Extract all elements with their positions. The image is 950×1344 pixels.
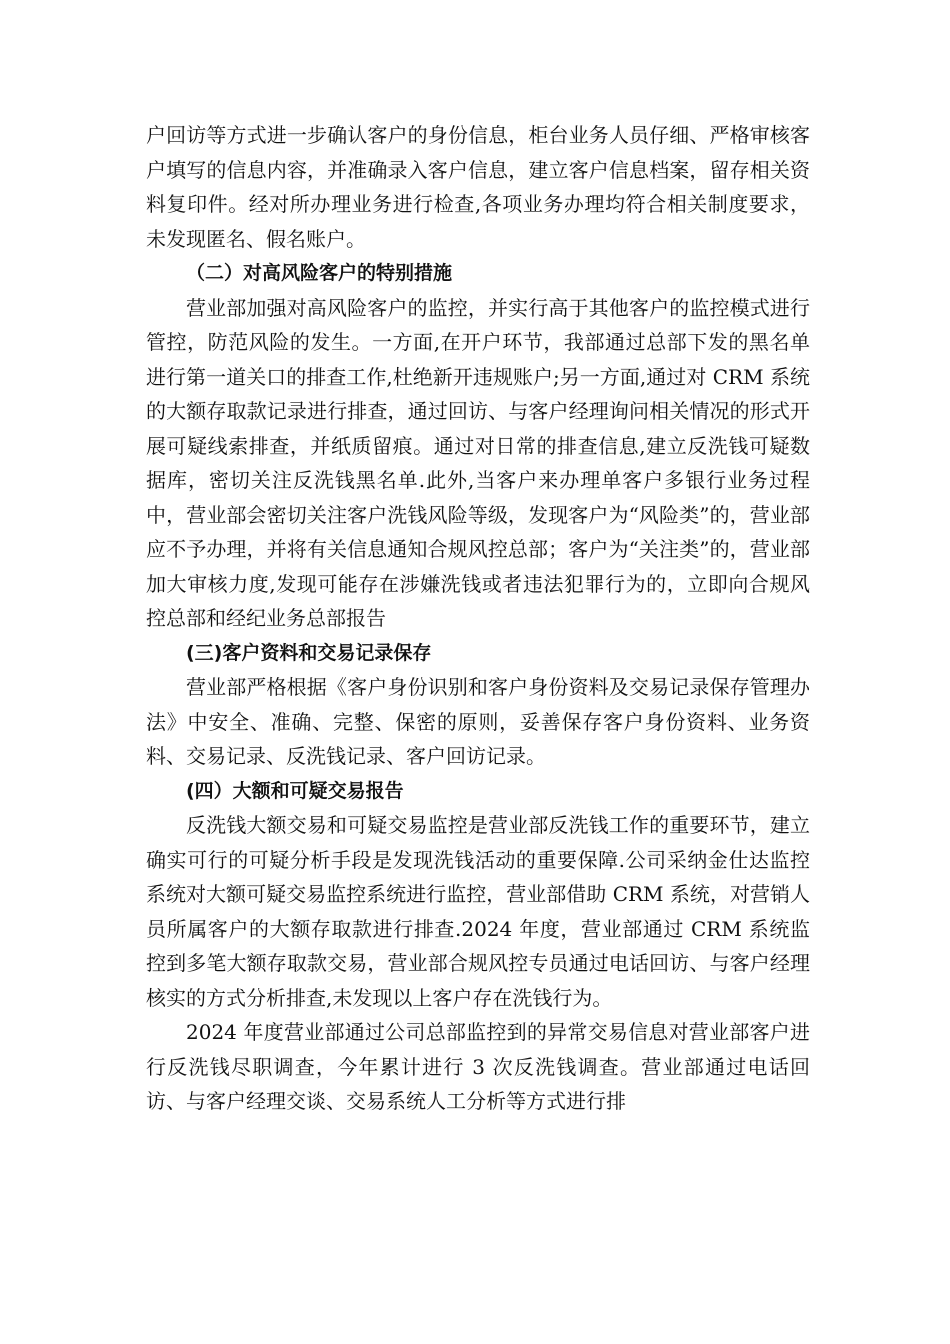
paragraph-high-risk-measures: 营业部加强对高风险客户的监控，并实行高于其他客户的监控模式进行管控，防范风险的发生。一方面,在开户环节，我部通过总部下发的黑名单进行第一道关口的排查工作,杜绝新开违规账户;另一方面,通过对 CRM 系统的大额存取款记录进行排查，通过回访、与客户经理询问相关情况的形式开展可疑线索排查，并纸质留痕。通过对日常的排查信息,建立反洗钱可疑数据库，密切关注反洗钱黑名单.此外,当客户来办理单客户多银行业务过程中，营业部会密切关注客户洗钱风险等级，发现客户为“风险类”的，营业部应不予办理，并将有关信息通知合规风控总部；客户为“关注类”的，营业部加大审核力度,发现可能存在涉嫌洗钱或者违法犯罪行为的，立即向合规风控总部和经纪业务总部报告	[146, 295, 810, 630]
paragraph-customer-identification: 户回访等方式进一步确认客户的身份信息，柜台业务人员仔细、严格审核客户填写的信息内容，并准确录入客户信息，建立客户信息档案，留存相关资料复印件。经对所办理业务进行检查,各项业务办理均符合相关制度要求，未发现匿名、假名账户。	[146, 123, 810, 251]
section-heading-record-keeping: (三)客户资料和交易记录保存	[186, 641, 432, 664]
document-body	[146, 118, 810, 1119]
section-heading-high-risk: （二）对高风险客户的特别措施	[186, 262, 453, 284]
paragraph-record-keeping: 营业部严格根据《客户身份识别和客户身份资料及交易记录保存管理办法》中安全、准确、完整、保密的原则，妥善保存客户身份资料、业务资料、交易记录、反洗钱记录、客户回访记录。	[146, 675, 810, 768]
paragraph-due-diligence: 2024 年度营业部通过公司总部监控到的异常交易信息对营业部客户进行反洗钱尽职调查，今年累计进行 3 次反洗钱调查。营业部通过电话回访、与客户经理交谈、交易系统人工分析等方式进行排	[146, 1020, 810, 1113]
section-heading-suspicious-reports: (四）大额和可疑交易报告	[186, 779, 404, 802]
paragraph-large-suspicious-transactions: 反洗钱大额交易和可疑交易监控是营业部反洗钱工作的重要环节，建立确实可行的可疑分析手段是发现洗钱活动的重要保障.公司采纳金仕达监控系统对大额可疑交易监控系统进行监控，营业部借助 CRM 系统，对营销人员所属客户的大额存取款进行排查.2024 年度，营业部通过 CRM 系统监控到多笔大额存取款交易，营业部合规风控专员通过电话回访、与客户经理核实的方式分析排查,未发现以上客户存在洗钱行为。	[146, 813, 810, 1010]
